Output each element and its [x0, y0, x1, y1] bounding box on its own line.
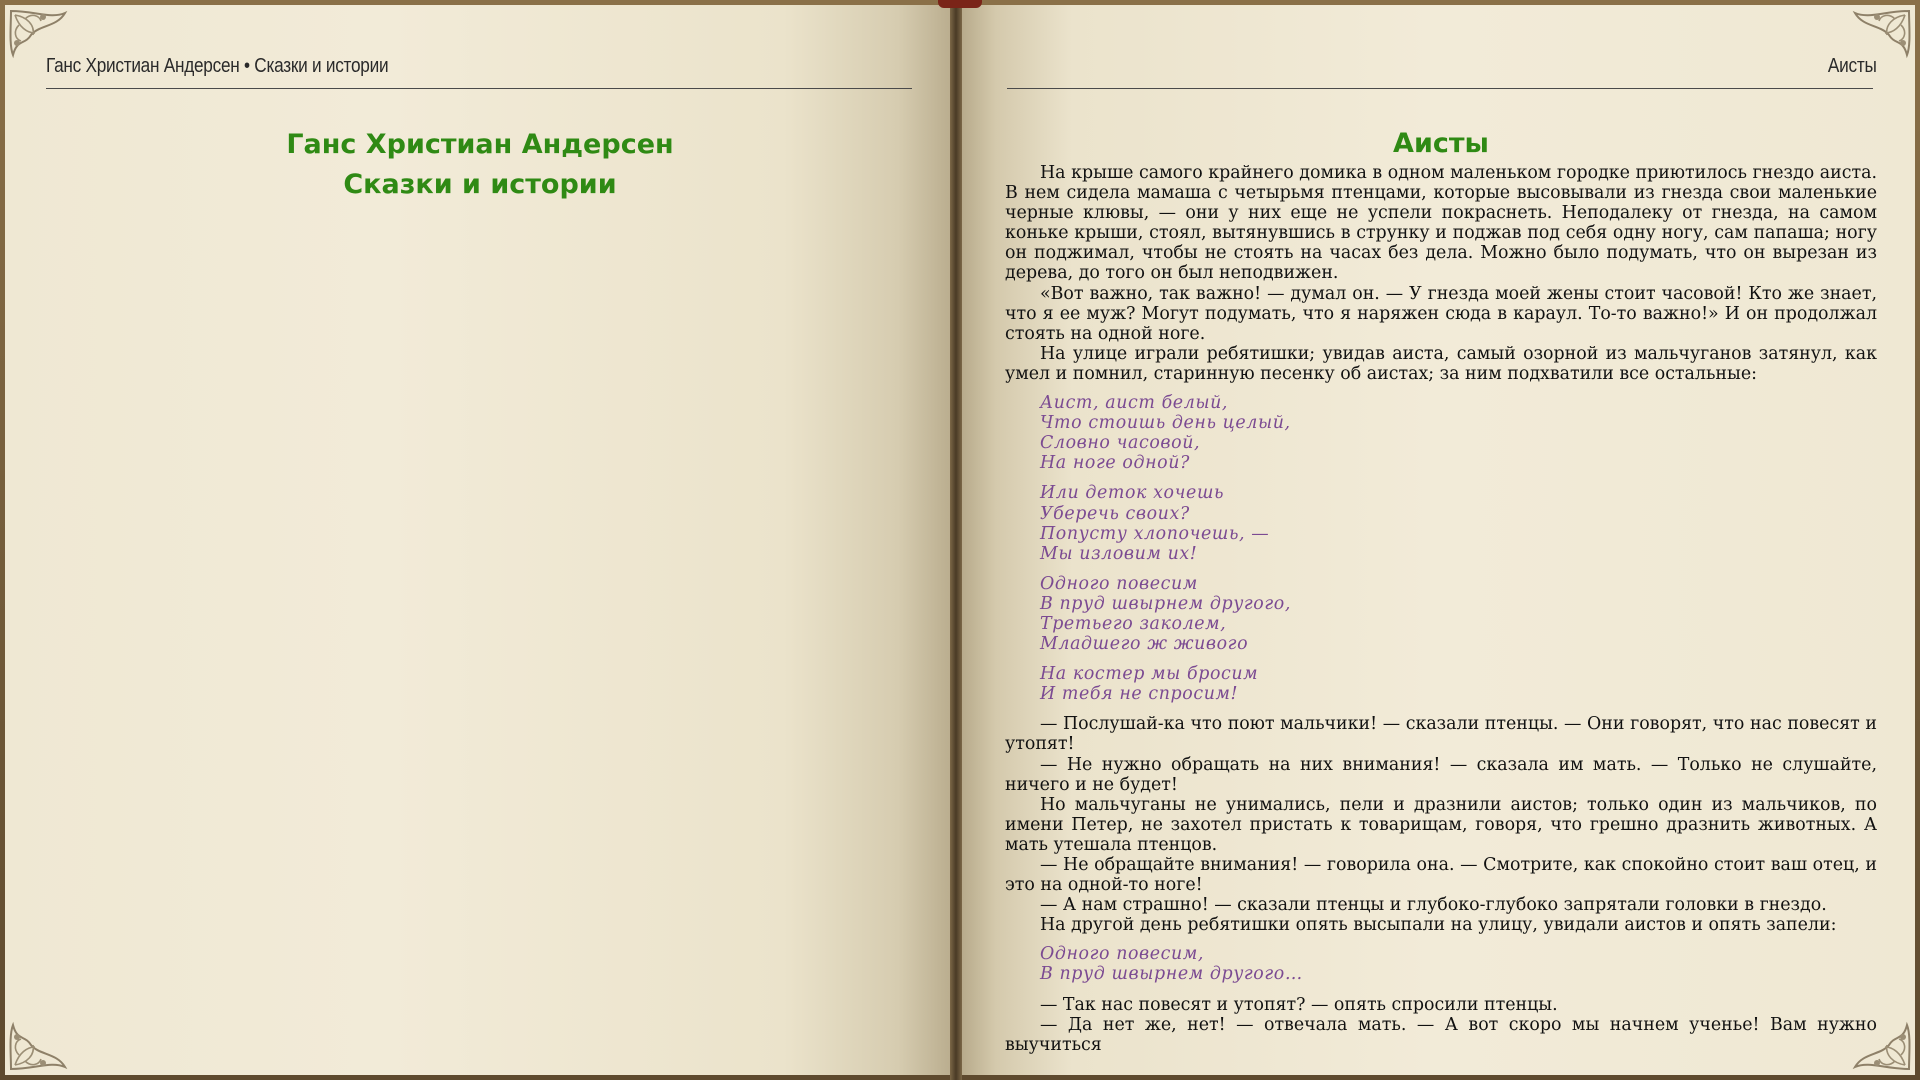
corner-ornament-icon	[1829, 5, 1915, 91]
paragraph: На улице играли ребятишки; увидав аиста, самый озорной из мальчуганов затянул, как умел и помнил, старинную песенку об аистах; за ним подхватили все остальные:	[1005, 343, 1877, 384]
book-title	[5, 125, 955, 205]
verse-line: На ноге одной?	[1040, 453, 1190, 474]
paragraph: На крыше самого крайнего домика в одном маленьком городке приютилось гнездо аиста. В нем сидела мамаша с четырьмя птенцами, которые высовывали из гнезда свои маленькие черные клювы, — они у них еще не успели покраснеть. Неподалеку от гнезда, на самом коньке крыши, стоял, вытянувшись в струнку и поджав под себя одну ногу, сам папаша; ногу он поджимал, чтобы не стоять на часах без дела. Можно было подумать, что он вырезан из дерева, до того он был неподвижен.	[1005, 163, 1877, 284]
running-head-left: Ганс Христиан Андерсен • Сказки и истории	[46, 55, 389, 77]
book-spine	[950, 0, 962, 1080]
verse-line: Попусту хлопочешь, —	[1040, 523, 1270, 544]
verse-block	[1040, 393, 1877, 704]
verse-line: На костер мы бросим	[1040, 664, 1259, 685]
bookmark-ribbon[interactable]	[938, 0, 982, 8]
story-text	[1005, 127, 1877, 1055]
verse-line: Или деток хочешь	[1040, 483, 1225, 504]
paragraph: — Не обращайте внимания! — говорила она. — Смотрите, как спокойно стоит ваш отец, и это на одной-то ноге!	[1005, 855, 1877, 896]
verse-line: В пруд швырнем другого…	[1040, 964, 1303, 985]
verse-line: Словно часовой,	[1040, 433, 1201, 454]
right-page[interactable]	[957, 5, 1915, 1075]
paragraph: — Да нет же, нет! — отвечала мать. — А вот скоро мы начнем ученье! Вам нужно выучиться	[1005, 1014, 1877, 1055]
verse-stanza	[1040, 393, 1877, 473]
paragraph: — А нам страшно! — сказали птенцы и глубоко-глубоко запрятали головки в гнездо.	[1040, 895, 1827, 916]
verse-stanza	[1040, 483, 1877, 563]
paragraph: На другой день ребятишки опять высыпали на улицу, увидали аистов и опять запели:	[1040, 915, 1837, 936]
paragraph: Но мальчуганы не унимались, пели и дразнили аистов; только один из мальчиков, по имени Петер, не захотел пристать к товарищам, говоря, что грешно дразнить животных. А мать утешала птенцов.	[1005, 794, 1877, 855]
verse-line: Младшего ж живого	[1040, 634, 1249, 655]
story-title: Аисты	[1393, 128, 1489, 159]
verse-line: Мы изловим их!	[1040, 543, 1198, 564]
verse-line: В пруд швырнем другого,	[1040, 593, 1291, 614]
paragraph: «Вот важно, так важно! — думал он. — У гнезда моей жены стоит часовой! Кто же знает, что я ее муж? Могут подумать, что я наряжен сюда в караул. То-то важно!» И он продолжал стоять на одной ноге.	[1005, 283, 1877, 344]
corner-ornament-icon	[5, 989, 91, 1075]
verse-line: Одного повесим	[1040, 573, 1198, 594]
verse-line: Уберечь своих?	[1040, 503, 1190, 524]
corner-ornament-icon	[5, 5, 91, 91]
verse-block	[1040, 944, 1877, 984]
running-head-right: Аисты	[1828, 55, 1877, 77]
verse-stanza	[1040, 664, 1877, 704]
book-title-author: Ганс Христиан Андерсен	[286, 129, 674, 160]
paragraph: — Так нас повесят и утопят? — опять спросили птенцы.	[1040, 994, 1558, 1015]
verse-line: Аист, аист белый,	[1040, 393, 1229, 414]
left-page[interactable]	[5, 5, 955, 1075]
paragraph: — Послушай-ка что поют мальчики! — сказали птенцы. — Они говорят, что нас повесят и утопят!	[1005, 714, 1877, 755]
header-rule	[46, 88, 912, 89]
book-title-name: Сказки и истории	[343, 169, 617, 200]
verse-line: Третьего заколем,	[1040, 613, 1227, 634]
verse-stanza	[1040, 944, 1877, 984]
verse-line: Одного повесим,	[1040, 944, 1204, 965]
verse-stanza	[1040, 574, 1877, 654]
verse-line: Что стоишь день целый,	[1040, 413, 1291, 434]
paragraph: — Не нужно обращать на них внимания! — сказала им мать. — Только не слушайте, ничего и не будет!	[1005, 754, 1877, 795]
verse-line: И тебя не спросим!	[1040, 684, 1239, 705]
header-rule	[1007, 88, 1873, 89]
